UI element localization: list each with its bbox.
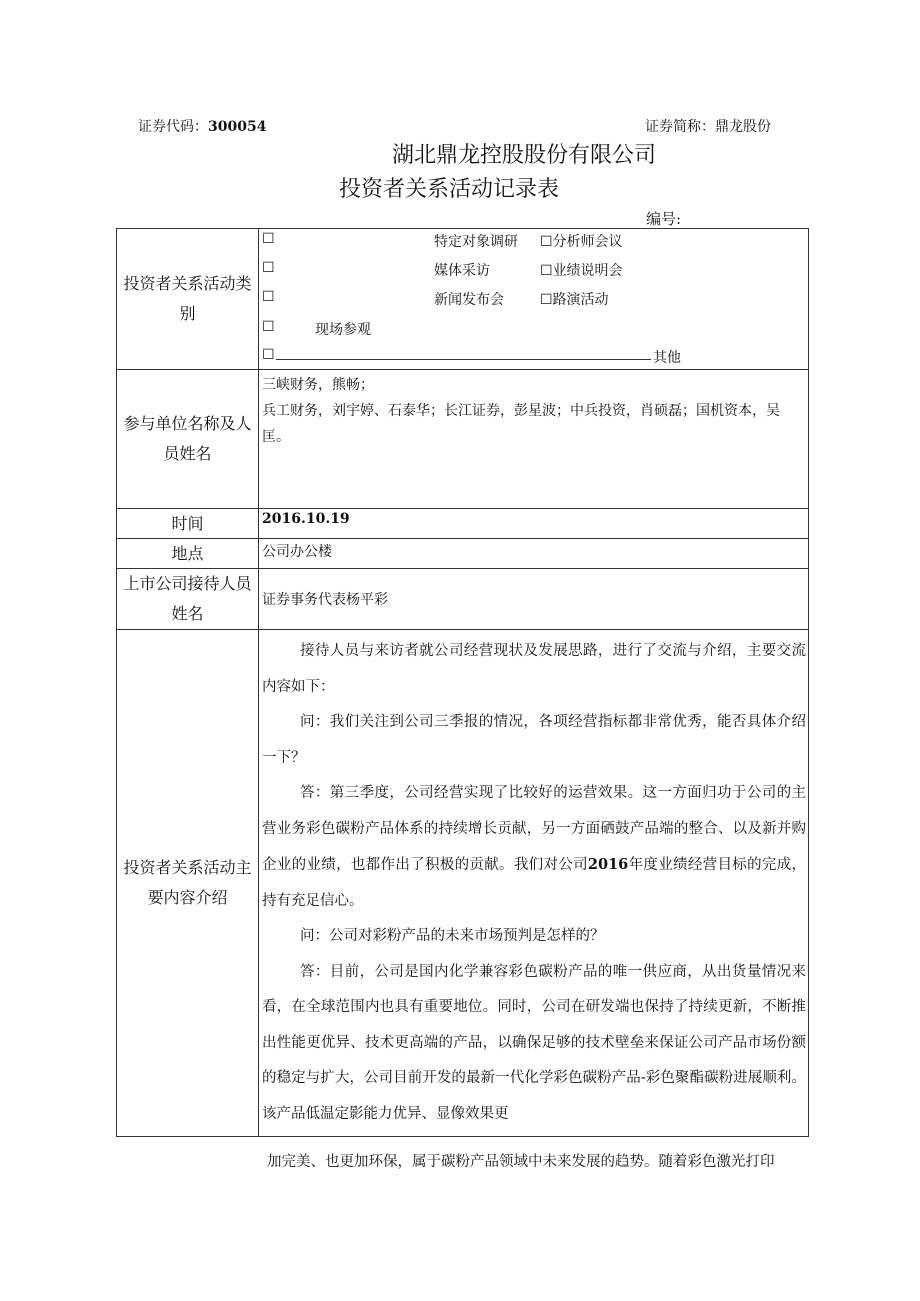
- company-title: 湖北鼎龙控股股份有限公司: [392, 143, 657, 168]
- option-analyst-meeting[interactable]: ☐分析师会议: [540, 234, 623, 250]
- content-value-cell: [259, 630, 809, 1137]
- reception-label: 上市公司接待人员姓名: [123, 574, 252, 623]
- content-paragraph-intro: 接待人员与来访者就公司经营现状及发展思路，进行了交流与介绍，主要交流内容如下：: [262, 643, 806, 695]
- content-label-cell: [117, 630, 259, 1137]
- checkbox-other[interactable]: ☐: [262, 347, 275, 363]
- content-question-2: 问：公司对彩粉产品的未来市场预判是怎样的？: [300, 928, 605, 944]
- option-site-visit: 现场参观: [315, 322, 371, 338]
- place-value-cell: [259, 539, 809, 569]
- time-label-cell: [117, 509, 259, 539]
- place-label: 地点: [171, 543, 204, 563]
- participants-line-2: 兵工财务，刘宇婷、石泰华；长江证券，彭星波；中兵投资，肖硕磊；国机资本，吴匡。: [262, 403, 780, 445]
- content-question-1: 问：我们关注到公司三季报的情况，各项经营指标都非常优秀，能否具体介绍一下？: [262, 714, 806, 766]
- place-value: 公司办公楼: [262, 544, 332, 560]
- option-press-conference: 新闻发布会: [434, 292, 504, 308]
- checkbox-specific-research[interactable]: ☐: [262, 231, 275, 247]
- time-value: 2016.10.19: [262, 511, 350, 527]
- security-abbr: [645, 116, 771, 136]
- record-table: [116, 228, 809, 1137]
- checkbox-press-conference[interactable]: ☐: [262, 289, 275, 305]
- participants-label-cell: [117, 370, 259, 509]
- content-label: 投资者关系活动主要内容介绍: [123, 858, 252, 907]
- other-blank-line: [276, 359, 651, 360]
- security-code-value: 300054: [208, 119, 267, 135]
- participants-label: 参与单位名称及人员姓名: [123, 414, 252, 463]
- answer-1-part-a: 答：第三季度，公司经营实现了比较好的运营效果。这一方面归功于公司的主营业务彩色碳粉产品体系的持续增长贡献，另一方面硒鼓产品端的整合、以及新并购企业的业绩，也都作出了积极的贡献。我们对公司: [262, 785, 806, 873]
- place-label-cell: [117, 539, 259, 569]
- security-code: [138, 116, 266, 136]
- reception-value-cell: [259, 569, 809, 630]
- form-title: 投资者关系活动记录表: [339, 177, 560, 202]
- checkbox-media-interview[interactable]: ☐: [262, 260, 275, 276]
- option-results-briefing[interactable]: ☐业绩说明会: [540, 263, 623, 279]
- category-label-cell: [117, 229, 259, 370]
- category-label: 投资者关系活动类别: [123, 274, 252, 323]
- time-value-cell: [259, 509, 809, 539]
- security-abbr-label: 证券简称：: [645, 119, 715, 135]
- participants-value-cell: [259, 370, 809, 509]
- serial-number-label: 编号:: [646, 210, 682, 228]
- option-roadshow[interactable]: ☐路演活动: [540, 292, 609, 308]
- answer-1-year: 2016: [587, 856, 629, 873]
- checkbox-site-visit[interactable]: ☐: [262, 319, 275, 335]
- category-options-cell: [259, 229, 809, 370]
- reception-value: 证券事务代表杨平彩: [262, 592, 388, 608]
- overflow-text-line: 加完美、也更加环保，属于碳粉产品领域中未来发展的趋势。随着彩色激光打印: [267, 1154, 775, 1170]
- option-media-interview: 媒体采访: [434, 263, 490, 279]
- reception-label-cell: [117, 569, 259, 630]
- option-other: 其他: [653, 350, 681, 366]
- content-answer-1: [262, 776, 806, 919]
- security-code-label: 证券代码：: [138, 119, 208, 135]
- content-answer-2: 答：目前，公司是国内化学兼容彩色碳粉产品的唯一供应商，从出货量情况来看，在全球范围内也具有重要地位。同时，公司在研发端也保持了持续更新，不断推出性能更优异、技术更高端的产品，以确保足够的技术壁垒来保证公司产品市场份额的稳定与扩大，公司目前开发的最新一代化学彩色碳粉产品-彩色聚酯碳粉进展顺利。该产品低温定影能力优异、显像效果更: [262, 963, 806, 1122]
- option-specific-research: 特定对象调研: [434, 234, 518, 250]
- security-abbr-value: 鼎龙股份: [715, 119, 771, 135]
- time-label: 时间: [171, 513, 204, 533]
- participants-line-1: 三峡财务，熊畅；: [262, 377, 374, 393]
- answer-1-part-b: 年度业绩经营目标的完成，持有充足信心。: [262, 857, 807, 909]
